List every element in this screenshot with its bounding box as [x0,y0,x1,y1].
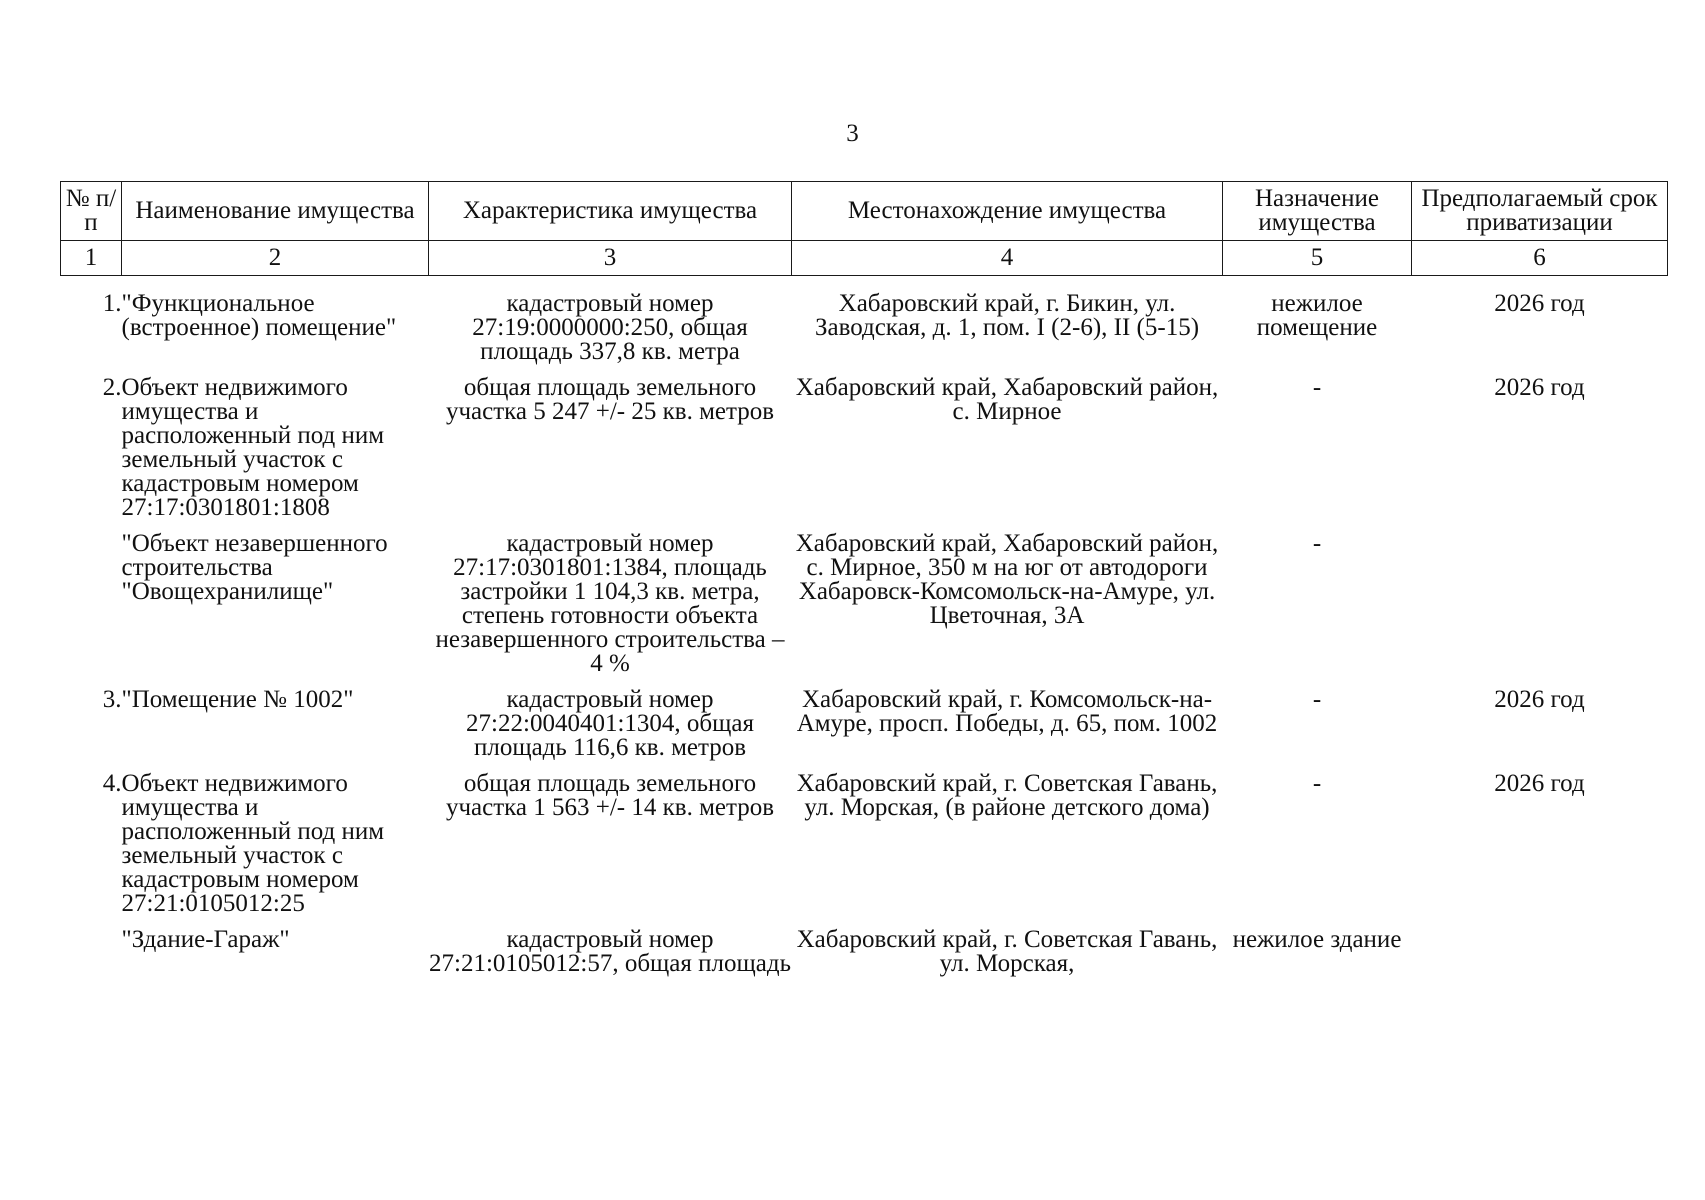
row-number: 1. [102,290,122,317]
property-purpose: - [1312,686,1322,713]
property-name: "Функциональное (встроенное) помещение" [121,290,397,341]
row-number [61,532,122,676]
property-purpose: - [1312,374,1322,401]
property-characteristics: кадастровый номер 27:17:0301801:1384, площадь застройки 1 104,3 кв. метра, степень готовности объекта незавершенного строительства – 4 % [435,530,785,677]
privatization-term: 2026 год [1494,374,1585,401]
row-number: 2. [102,374,122,401]
header-name: Наименование имущества [122,182,429,241]
property-location: Хабаровский край, г. Бикин, ул. Заводская, д. 1, пом. I (2-6), II (5-15) [814,290,1200,341]
privatization-term: 2026 год [1494,770,1585,797]
property-location: Хабаровский край, г. Советская Гавань, ул. Морская, [796,926,1218,977]
header-characteristics: Характеристика имущества [429,182,792,241]
column-index: 6 [1412,241,1668,276]
table-row [61,532,1668,676]
row-number: 3. [102,686,122,713]
property-purpose: - [1312,530,1322,557]
property-name: "Здание-Гараж" [121,926,290,953]
privatization-term: 2026 год [1494,686,1585,713]
column-index: 5 [1223,241,1412,276]
property-name: "Помещение № 1002" [121,686,354,713]
table-row [61,772,1668,916]
property-name: Объект недвижимого имущества и расположенный под ним земельный участок с кадастровым номером 27:17:0301801:1808 [121,374,385,521]
column-number-row [61,241,1668,276]
table-row [61,292,1668,364]
property-name: Объект недвижимого имущества и расположенный под ним земельный участок с кадастровым номером 27:21:0105012:25 [121,770,385,917]
property-purpose: нежилое здание [1232,926,1402,953]
row-number: 4. [102,770,122,797]
header-term: Предполагаемый срок приватизации [1412,182,1668,241]
header-location: Местонахождение имущества [792,182,1223,241]
property-purpose: нежилое помещение [1256,290,1378,341]
table-header-row [61,182,1668,241]
property-characteristics: кадастровый номер 27:19:0000000:250, общая площадь 337,8 кв. метра [472,290,748,365]
header-purpose: Назначение имущества [1223,182,1412,241]
row-number [61,928,122,976]
privatization-term [1412,532,1668,676]
property-characteristics: общая площадь земельного участка 5 247 +/- 25 кв. метров [445,374,775,425]
property-characteristics: общая площадь земельного участка 1 563 +/- 14 кв. метров [445,770,775,821]
property-name: "Объект незавершенного строительства "Овощехранилище" [121,530,388,605]
column-index: 2 [122,241,429,276]
table-row [61,928,1668,976]
column-index: 4 [792,241,1223,276]
header-number: № п/п [61,182,122,241]
table-row [61,688,1668,760]
property-table [60,181,1668,976]
column-index: 1 [61,241,122,276]
privatization-term: 2026 год [1494,290,1585,317]
property-characteristics: кадастровый номер 27:22:0040401:1304, общая площадь 116,6 кв. метров [466,686,754,761]
column-index: 3 [429,241,792,276]
property-location: Хабаровский край, Хабаровский район, с. Мирное [795,374,1219,425]
property-characteristics: кадастровый номер 27:21:0105012:57, общая площадь [429,926,791,977]
table-row [61,376,1668,520]
property-location: Хабаровский край, г. Советская Гавань, ул. Морская, (в районе детского дома) [796,770,1218,821]
property-location: Хабаровский край, г. Комсомольск-на-Амуре, просп. Победы, д. 65, пом. 1002 [796,686,1218,737]
property-location: Хабаровский край, Хабаровский район, с. Мирное, 350 м на юг от автодороги Хабаровск-Комсомольск-на-Амуре, ул. Цветочная, 3А [795,530,1219,629]
page-number: 3 [846,120,859,147]
property-purpose: - [1312,770,1322,797]
privatization-term [1412,928,1668,976]
